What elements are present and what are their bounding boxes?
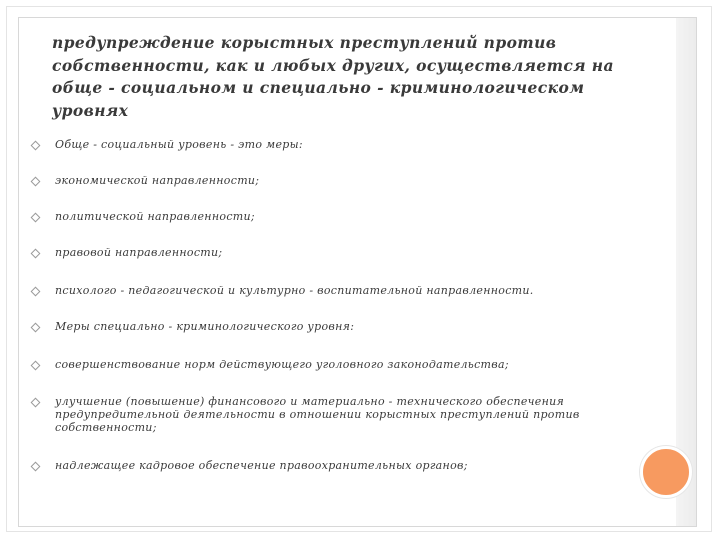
list-item-text: улучшение (повышение) финансового и материально - технического обеспечения предупредительной деятельности в отношении корыстных преступлений против собственности; [55,395,580,434]
decorative-circle [640,446,692,498]
list-item-text: совершенствование норм действующего уголовного законодательства; [55,358,509,371]
list-item-text: надлежащее кадровое обеспечение правоохранительных органов; [55,459,468,472]
slide-title: предупреждение корыстных преступлений против собственности, как и любых других, осуществляется на обще - социальном и специально - криминологическом уровнях [52,33,614,120]
list-item-text: психолого - педагогической и культурно - воспитательной направленности. [55,284,534,297]
list-item-text: правовой направленности; [55,246,223,259]
list-item-text: политической направленности; [55,210,255,223]
list-item-text: Обще - социальный уровень - это меры: [55,138,303,151]
list-item-text: экономической направленности; [55,174,260,187]
list-item-text: Меры специально - криминологического уровня: [55,320,355,333]
